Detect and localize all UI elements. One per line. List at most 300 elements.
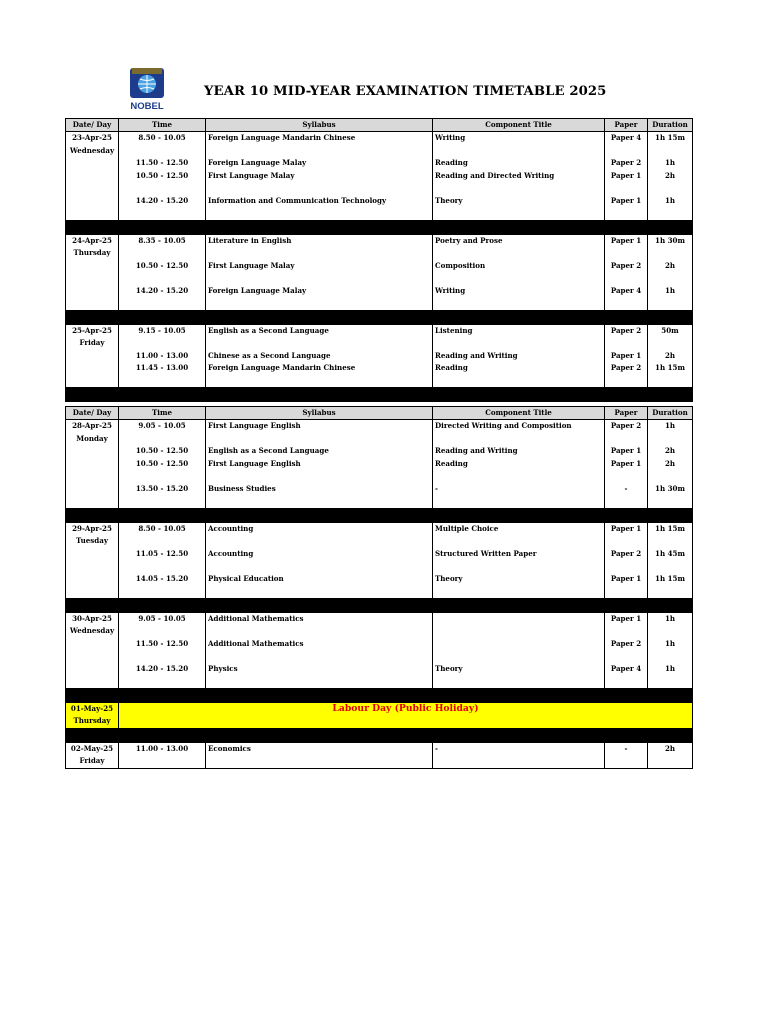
table-row: [66, 375, 693, 388]
exam-paper: [605, 247, 648, 260]
exam-duration: [648, 297, 693, 310]
exam-paper: Paper 2: [605, 548, 648, 561]
exam-syllabus: Accounting: [206, 522, 433, 535]
exam-day: Thursday: [66, 247, 119, 260]
exam-duration: [648, 272, 693, 285]
exam-component: [433, 612, 605, 625]
exam-time: 11.45 - 13.00: [119, 362, 206, 375]
exam-duration: 1h 30m: [648, 483, 693, 496]
table-row: [66, 522, 693, 535]
table-row: [66, 742, 693, 755]
exam-paper: [605, 145, 648, 158]
header-duration: Duration: [648, 407, 693, 420]
date-cell: [66, 548, 119, 561]
exam-duration: 1h 15m: [648, 362, 693, 375]
exam-component: Composition: [433, 260, 605, 273]
exam-time: 10.50 - 12.50: [119, 445, 206, 458]
day-separator: [66, 598, 693, 612]
exam-component: Reading: [433, 362, 605, 375]
exam-paper: Paper 2: [605, 638, 648, 651]
exam-component: [433, 755, 605, 768]
date-cell: [66, 458, 119, 471]
holiday-day: Thursday: [66, 715, 119, 728]
table-row: [66, 548, 693, 561]
table-row: [66, 445, 693, 458]
exam-time: [119, 625, 206, 638]
table-row: [66, 458, 693, 471]
exam-syllabus: [206, 755, 433, 768]
exam-syllabus: Foreign Language Mandarin Chinese: [206, 132, 433, 145]
exam-duration: 1h 45m: [648, 548, 693, 561]
exam-component: [433, 247, 605, 260]
table-row: [66, 573, 693, 586]
header-component-title: Component Title: [433, 407, 605, 420]
exam-paper: [605, 375, 648, 388]
exam-component: Theory: [433, 195, 605, 208]
exam-syllabus: [206, 337, 433, 350]
exam-component: Theory: [433, 573, 605, 586]
exam-syllabus: [206, 297, 433, 310]
exam-paper: [605, 585, 648, 598]
exam-syllabus: Foreign Language Mandarin Chinese: [206, 362, 433, 375]
exam-component: Writing: [433, 132, 605, 145]
exam-component: Structured Written Paper: [433, 548, 605, 561]
exam-syllabus: [206, 247, 433, 260]
exam-syllabus: Literature in English: [206, 234, 433, 247]
exam-time: [119, 675, 206, 688]
exam-date: 02-May-25: [66, 742, 119, 755]
exam-syllabus: [206, 433, 433, 446]
holiday-row: [66, 702, 693, 715]
exam-time: [119, 535, 206, 548]
date-cell: [66, 195, 119, 208]
exam-duration: [648, 433, 693, 446]
date-cell: [66, 495, 119, 508]
header-syllabus: Syllabus: [206, 119, 433, 132]
exam-syllabus: Physical Education: [206, 573, 433, 586]
exam-time: 10.50 - 12.50: [119, 170, 206, 183]
date-cell: [66, 573, 119, 586]
table-row: [66, 612, 693, 625]
exam-time: 14.20 - 15.20: [119, 285, 206, 298]
exam-syllabus: Accounting: [206, 548, 433, 561]
separator-bar: [66, 388, 693, 402]
exam-syllabus: Foreign Language Malay: [206, 285, 433, 298]
exam-syllabus: [206, 625, 433, 638]
table-row: [66, 638, 693, 651]
header-date-day: Date/ Day: [66, 407, 119, 420]
table-row: [66, 495, 693, 508]
exam-time: 14.05 - 15.20: [119, 573, 206, 586]
exam-duration: [648, 495, 693, 508]
exam-syllabus: First Language English: [206, 420, 433, 433]
exam-paper: Paper 1: [605, 458, 648, 471]
exam-component: [433, 433, 605, 446]
table-row: [66, 170, 693, 183]
exam-syllabus: [206, 495, 433, 508]
exam-duration: 1h: [648, 157, 693, 170]
date-cell: [66, 663, 119, 676]
exam-component: Reading: [433, 458, 605, 471]
exam-duration: 1h: [648, 420, 693, 433]
table-row: [66, 470, 693, 483]
exam-duration: 1h 15m: [648, 132, 693, 145]
date-cell: [66, 272, 119, 285]
exam-time: [119, 470, 206, 483]
exam-syllabus: Additional Mathematics: [206, 638, 433, 651]
table-row: [66, 755, 693, 768]
exam-syllabus: [206, 535, 433, 548]
holiday-label: Labour Day (Public Holiday): [119, 702, 693, 728]
table-row: [66, 260, 693, 273]
exam-paper: -: [605, 742, 648, 755]
exam-component: [433, 560, 605, 573]
table-row: [66, 132, 693, 145]
exam-paper: Paper 4: [605, 285, 648, 298]
timetable-table-2: [65, 406, 693, 769]
day-separator: [66, 220, 693, 234]
exam-day: Friday: [66, 337, 119, 350]
exam-component: Theory: [433, 663, 605, 676]
date-cell: [66, 560, 119, 573]
exam-duration: [648, 755, 693, 768]
exam-component: [433, 470, 605, 483]
exam-duration: 2h: [648, 445, 693, 458]
logo-crown: [132, 68, 162, 74]
exam-time: 13.50 - 15.20: [119, 483, 206, 496]
exam-syllabus: First Language English: [206, 458, 433, 471]
exam-paper: [605, 433, 648, 446]
exam-date: 28-Apr-25: [66, 420, 119, 433]
exam-time: 11.50 - 12.50: [119, 638, 206, 651]
exam-syllabus: English as a Second Language: [206, 445, 433, 458]
table-row: [66, 297, 693, 310]
page-title: YEAR 10 MID-YEAR EXAMINATION TIMETABLE 2025: [204, 84, 607, 99]
table-row: [66, 483, 693, 496]
exam-component: Writing: [433, 285, 605, 298]
table-row: [66, 663, 693, 676]
exam-time: [119, 272, 206, 285]
exam-paper: Paper 4: [605, 663, 648, 676]
exam-syllabus: Economics: [206, 742, 433, 755]
exam-component: Poetry and Prose: [433, 234, 605, 247]
exam-syllabus: First Language Malay: [206, 260, 433, 273]
exam-paper: [605, 337, 648, 350]
exam-paper: Paper 2: [605, 324, 648, 337]
exam-syllabus: Business Studies: [206, 483, 433, 496]
separator-bar: [66, 310, 693, 324]
exam-date: 30-Apr-25: [66, 612, 119, 625]
exam-paper: Paper 1: [605, 573, 648, 586]
exam-component: Reading and Writing: [433, 445, 605, 458]
exam-date: 25-Apr-25: [66, 324, 119, 337]
exam-paper: Paper 1: [605, 522, 648, 535]
exam-day: Monday: [66, 433, 119, 446]
exam-time: 9.15 - 10.05: [119, 324, 206, 337]
header-component-title: Component Title: [433, 119, 605, 132]
logo-text: NOBEL: [130, 101, 164, 112]
separator-bar: [66, 220, 693, 234]
exam-component: Multiple Choice: [433, 522, 605, 535]
day-separator: [66, 508, 693, 522]
exam-paper: Paper 4: [605, 132, 648, 145]
table-row: [66, 182, 693, 195]
exam-paper: Paper 1: [605, 445, 648, 458]
exam-duration: 1h: [648, 612, 693, 625]
table-row: [66, 207, 693, 220]
exam-duration: [648, 337, 693, 350]
header-time: Time: [119, 407, 206, 420]
exam-component: Reading and Writing: [433, 350, 605, 363]
date-cell: [66, 675, 119, 688]
table-row: [66, 362, 693, 375]
exam-component: [433, 272, 605, 285]
exam-paper: Paper 2: [605, 157, 648, 170]
date-cell: [66, 297, 119, 310]
exam-duration: 1h 15m: [648, 573, 693, 586]
exam-time: 11.00 - 13.00: [119, 350, 206, 363]
exam-duration: [648, 675, 693, 688]
exam-syllabus: [206, 585, 433, 598]
table-row: [66, 157, 693, 170]
exam-duration: 1h: [648, 285, 693, 298]
exam-time: [119, 585, 206, 598]
exam-component: Reading and Directed Writing: [433, 170, 605, 183]
exam-syllabus: [206, 182, 433, 195]
exam-syllabus: English as a Second Language: [206, 324, 433, 337]
day-separator: [66, 688, 693, 702]
exam-syllabus: [206, 207, 433, 220]
exam-date: 29-Apr-25: [66, 522, 119, 535]
exam-paper: [605, 675, 648, 688]
exam-paper: [605, 560, 648, 573]
header-paper: Paper: [605, 407, 648, 420]
exam-component: [433, 675, 605, 688]
header-syllabus: Syllabus: [206, 407, 433, 420]
exam-syllabus: [206, 560, 433, 573]
exam-paper: Paper 2: [605, 260, 648, 273]
exam-syllabus: [206, 272, 433, 285]
exam-paper: [605, 297, 648, 310]
exam-paper: Paper 1: [605, 195, 648, 208]
day-separator: [66, 728, 693, 742]
table-header-row: [66, 119, 693, 132]
exam-time: [119, 182, 206, 195]
exam-duration: 2h: [648, 170, 693, 183]
exam-time: 8.50 - 10.05: [119, 522, 206, 535]
table-row: [66, 324, 693, 337]
exam-duration: [648, 145, 693, 158]
header-time: Time: [119, 119, 206, 132]
header-paper: Paper: [605, 119, 648, 132]
date-cell: [66, 170, 119, 183]
exam-time: 9.05 - 10.05: [119, 420, 206, 433]
exam-duration: [648, 560, 693, 573]
exam-duration: [648, 375, 693, 388]
exam-syllabus: Physics: [206, 663, 433, 676]
table-header-row: [66, 407, 693, 420]
exam-time: [119, 755, 206, 768]
exam-duration: [648, 650, 693, 663]
exam-component: [433, 182, 605, 195]
exam-day: Wednesday: [66, 625, 119, 638]
separator-bar: [66, 508, 693, 522]
date-cell: [66, 375, 119, 388]
exam-time: [119, 560, 206, 573]
exam-syllabus: First Language Malay: [206, 170, 433, 183]
exam-duration: 1h 15m: [648, 522, 693, 535]
exam-duration: [648, 535, 693, 548]
exam-duration: 1h 30m: [648, 234, 693, 247]
date-cell: [66, 182, 119, 195]
exam-paper: Paper 1: [605, 350, 648, 363]
day-separator: [66, 310, 693, 324]
exam-paper: -: [605, 483, 648, 496]
exam-component: [433, 625, 605, 638]
exam-paper: Paper 2: [605, 362, 648, 375]
exam-duration: 50m: [648, 324, 693, 337]
exam-time: 10.50 - 12.50: [119, 458, 206, 471]
separator-bar: [66, 728, 693, 742]
date-cell: [66, 207, 119, 220]
exam-duration: [648, 247, 693, 260]
exam-day: Wednesday: [66, 145, 119, 158]
exam-paper: Paper 1: [605, 170, 648, 183]
exam-syllabus: Chinese as a Second Language: [206, 350, 433, 363]
exam-paper: [605, 625, 648, 638]
table-row: [66, 650, 693, 663]
date-cell: [66, 285, 119, 298]
exam-component: Directed Writing and Composition: [433, 420, 605, 433]
exam-time: [119, 145, 206, 158]
exam-duration: 2h: [648, 458, 693, 471]
exam-duration: 1h: [648, 638, 693, 651]
table-row: [66, 350, 693, 363]
table-row: [66, 433, 693, 446]
exam-component: Listening: [433, 324, 605, 337]
exam-paper: [605, 755, 648, 768]
table-row: [66, 625, 693, 638]
exam-component: [433, 145, 605, 158]
holiday-date: 01-May-25: [66, 702, 119, 715]
exam-time: 14.20 - 15.20: [119, 663, 206, 676]
exam-duration: [648, 585, 693, 598]
exam-duration: 2h: [648, 260, 693, 273]
date-cell: [66, 638, 119, 651]
exam-date: 23-Apr-25: [66, 132, 119, 145]
date-cell: [66, 157, 119, 170]
exam-paper: [605, 535, 648, 548]
exam-syllabus: [206, 675, 433, 688]
exam-duration: [648, 207, 693, 220]
exam-time: [119, 337, 206, 350]
exam-component: [433, 207, 605, 220]
separator-bar: [66, 688, 693, 702]
exam-syllabus: Additional Mathematics: [206, 612, 433, 625]
table-row: [66, 535, 693, 548]
table-row: [66, 420, 693, 433]
table-row: [66, 560, 693, 573]
date-cell: [66, 483, 119, 496]
exam-component: [433, 495, 605, 508]
exam-paper: Paper 2: [605, 420, 648, 433]
exam-syllabus: [206, 470, 433, 483]
exam-duration: 2h: [648, 350, 693, 363]
exam-paper: Paper 1: [605, 234, 648, 247]
exam-component: Reading: [433, 157, 605, 170]
exam-day: Tuesday: [66, 535, 119, 548]
exam-paper: [605, 207, 648, 220]
date-cell: [66, 350, 119, 363]
exam-paper: [605, 650, 648, 663]
exam-time: 11.00 - 13.00: [119, 742, 206, 755]
exam-duration: 2h: [648, 742, 693, 755]
exam-syllabus: Information and Communication Technology: [206, 195, 433, 208]
exam-time: [119, 207, 206, 220]
date-cell: [66, 470, 119, 483]
exam-syllabus: [206, 145, 433, 158]
exam-duration: [648, 182, 693, 195]
exam-component: [433, 585, 605, 598]
exam-paper: [605, 182, 648, 195]
table-row: [66, 585, 693, 598]
exam-time: 11.05 - 12.50: [119, 548, 206, 561]
exam-component: [433, 535, 605, 548]
separator-bar: [66, 598, 693, 612]
exam-day: Friday: [66, 755, 119, 768]
exam-paper: [605, 495, 648, 508]
header-duration: Duration: [648, 119, 693, 132]
exam-time: 8.50 - 10.05: [119, 132, 206, 145]
exam-component: [433, 650, 605, 663]
table-row: [66, 285, 693, 298]
table-row: [66, 195, 693, 208]
exam-time: 10.50 - 12.50: [119, 260, 206, 273]
table-row: [66, 247, 693, 260]
exam-syllabus: [206, 650, 433, 663]
exam-component: [433, 337, 605, 350]
exam-date: 24-Apr-25: [66, 234, 119, 247]
exam-time: [119, 495, 206, 508]
exam-duration: [648, 470, 693, 483]
exam-syllabus: [206, 375, 433, 388]
exam-time: [119, 433, 206, 446]
exam-paper: Paper 1: [605, 612, 648, 625]
exam-time: [119, 650, 206, 663]
exam-time: [119, 375, 206, 388]
exam-component: [433, 638, 605, 651]
table-row: [66, 337, 693, 350]
day-separator: [66, 388, 693, 402]
table-row: [66, 234, 693, 247]
exam-component: [433, 375, 605, 388]
exam-paper: [605, 470, 648, 483]
date-cell: [66, 260, 119, 273]
exam-component: -: [433, 742, 605, 755]
exam-component: -: [433, 483, 605, 496]
date-cell: [66, 650, 119, 663]
exam-time: 9.05 - 10.05: [119, 612, 206, 625]
exam-time: [119, 297, 206, 310]
header-date-day: Date/ Day: [66, 119, 119, 132]
exam-syllabus: Foreign Language Malay: [206, 157, 433, 170]
table-row: [66, 145, 693, 158]
date-cell: [66, 445, 119, 458]
exam-duration: 1h: [648, 663, 693, 676]
table-row: [66, 675, 693, 688]
exam-paper: [605, 272, 648, 285]
exam-time: 14.20 - 15.20: [119, 195, 206, 208]
